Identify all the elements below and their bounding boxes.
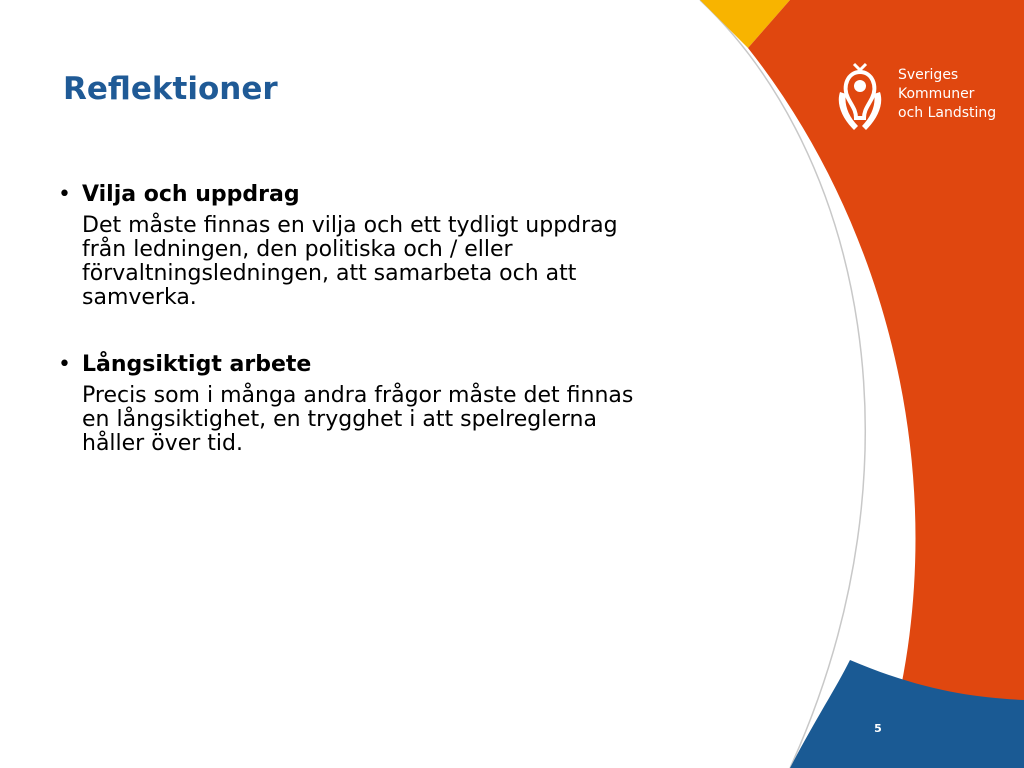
bullet-list [58, 180, 748, 496]
logo-line: Sveriges [898, 67, 959, 83]
bullet-heading: Långsiktigt arbete [82, 352, 312, 377]
logo-wordmark [898, 66, 996, 123]
organization-logo [834, 62, 997, 138]
logo-line: Kommuner [898, 86, 975, 102]
logo-line: och Landsting [898, 105, 997, 121]
bullet-body: Det måste finnas en vilja och ett tydligt uppdrag från ledningen, den politiska och / eller förvaltningsledningen, att samarbeta och att samverka. [82, 213, 618, 310]
bullet-item [58, 180, 748, 310]
bullet-dot-icon: • [58, 352, 71, 377]
bullet-item [58, 350, 748, 456]
page-number: 5 [874, 722, 882, 735]
bullet-heading: Vilja och uppdrag [82, 182, 300, 207]
bullet-body: Precis som i många andra frågor måste det finnas en långsiktighet, en trygghet i att spelreglerna håller över tid. [82, 383, 634, 456]
bullet-dot-icon: • [58, 182, 71, 207]
slide-title: Reflektioner [63, 71, 278, 107]
logo-figure-icon [834, 62, 886, 138]
